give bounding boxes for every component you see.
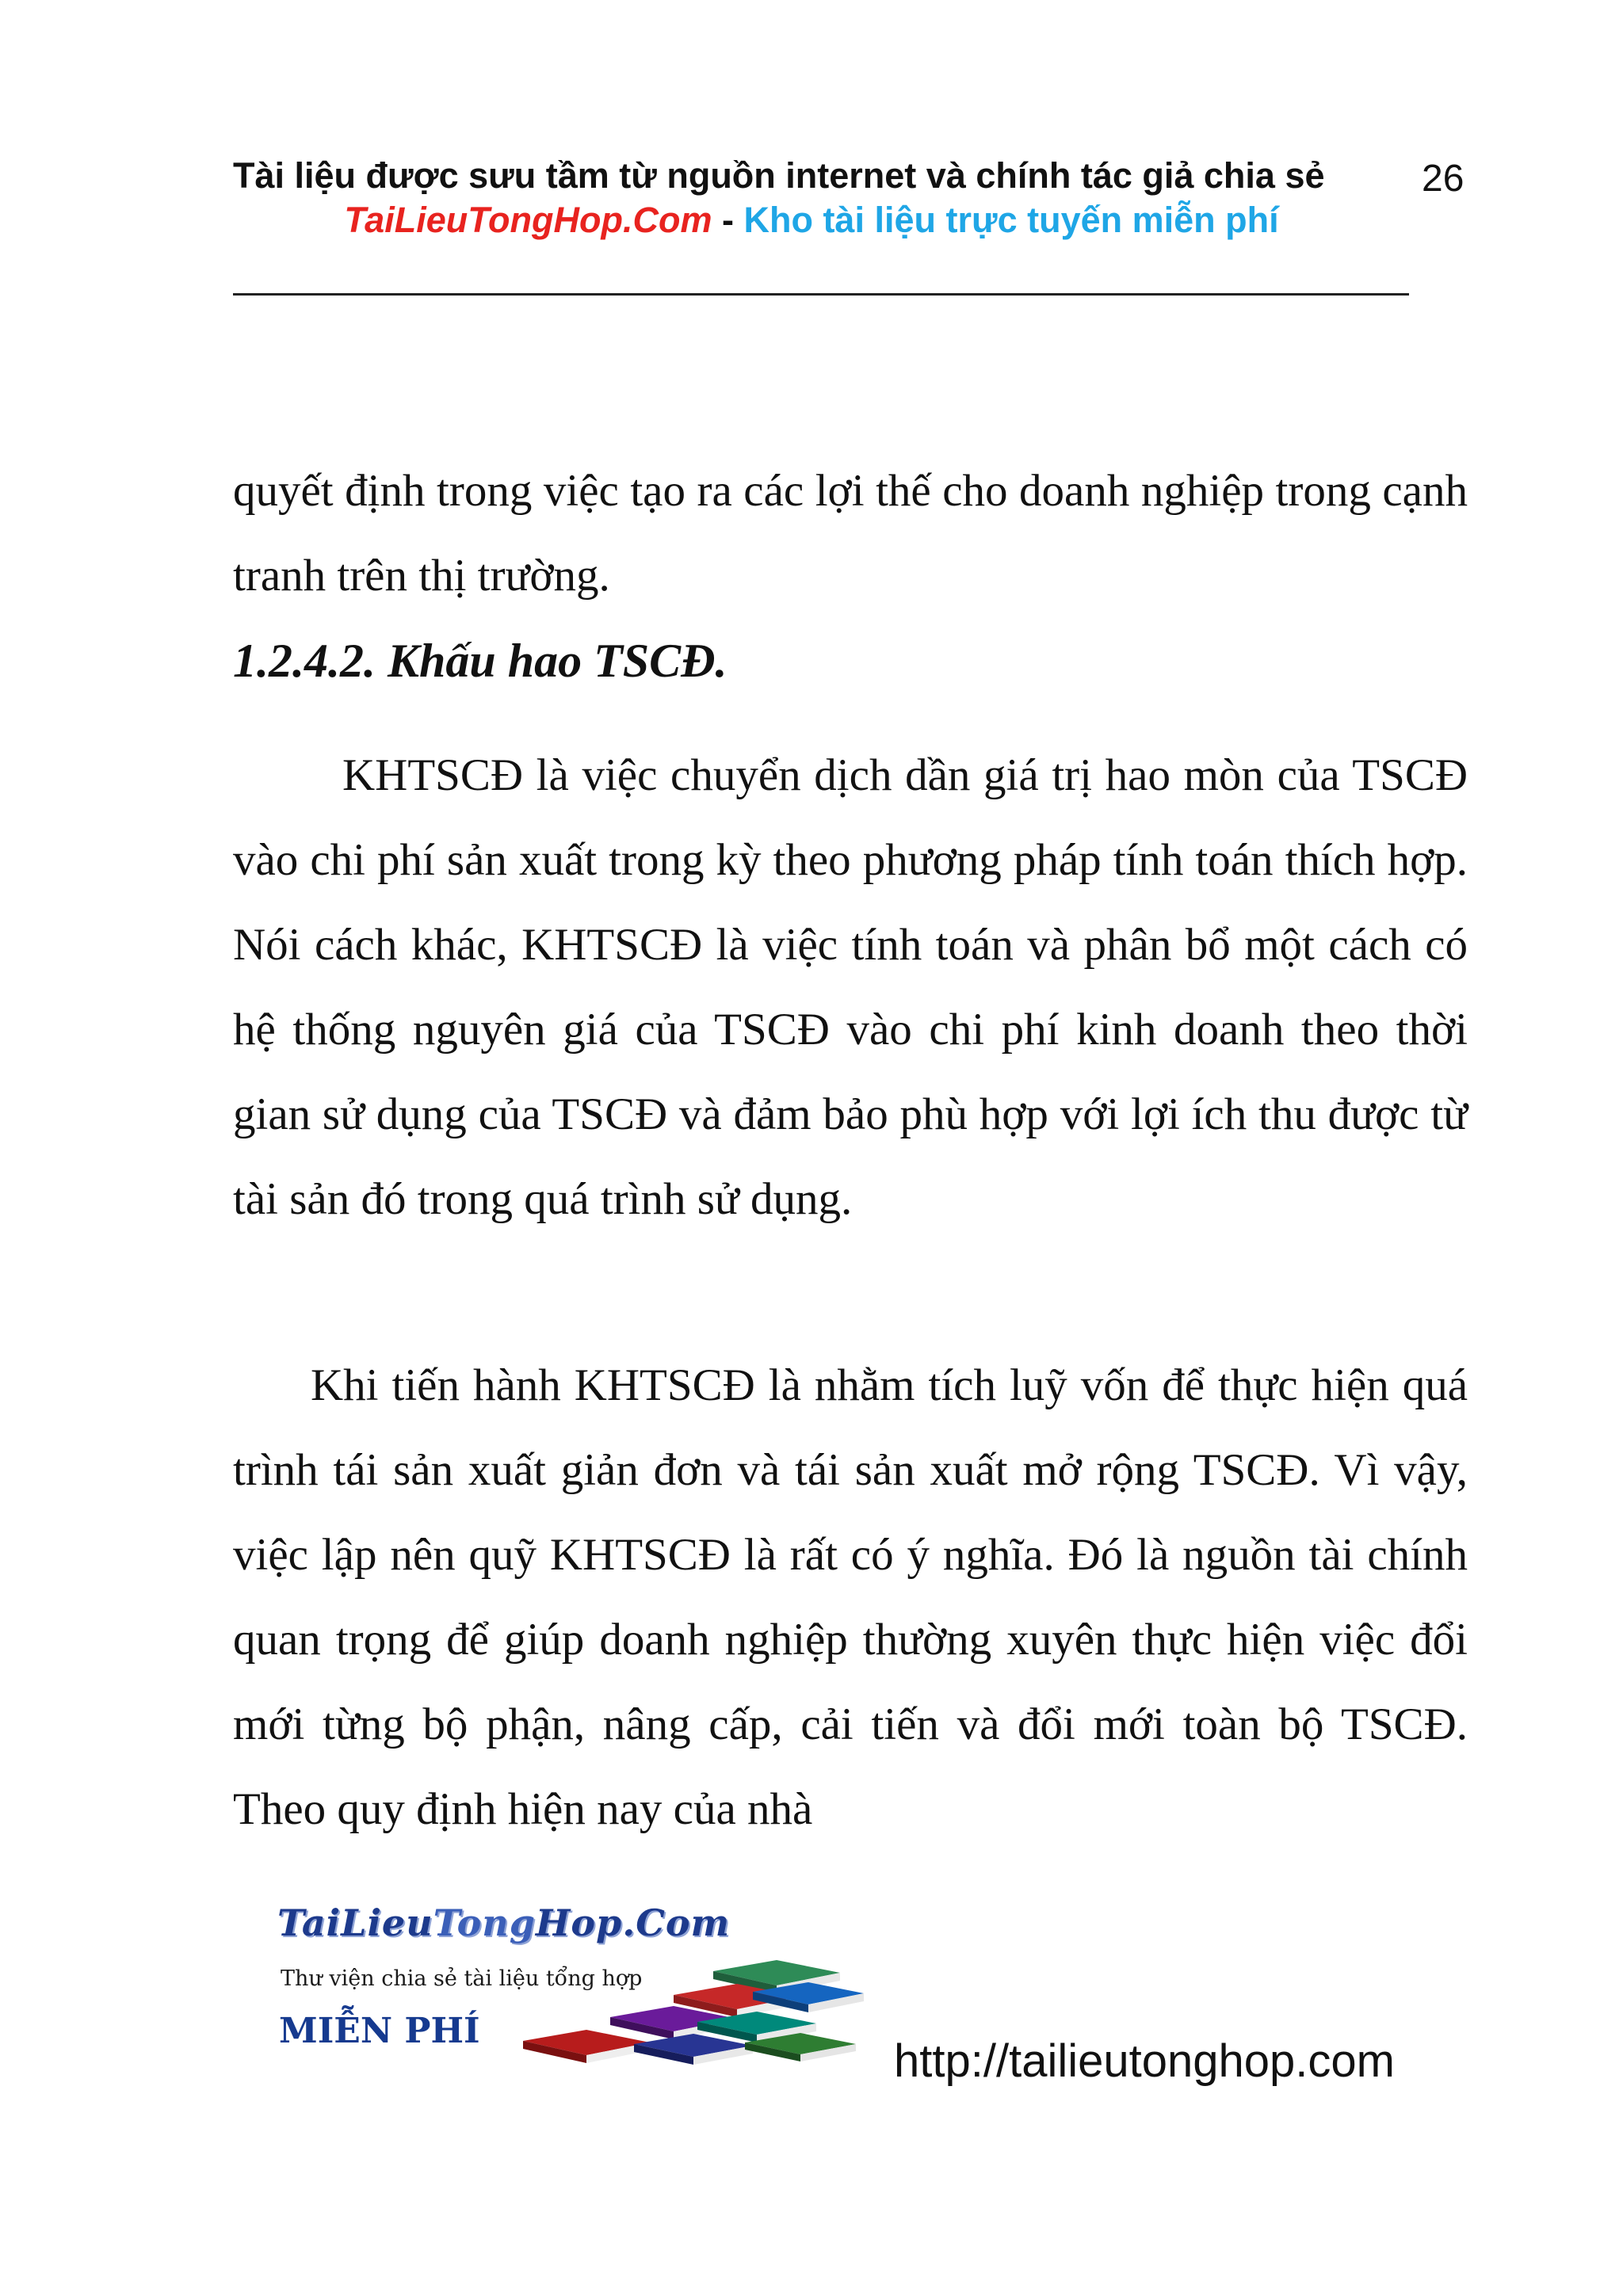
footer-url-link[interactable]: http://tailieutonghop.com [894,2035,1395,2087]
logo-subtitle: Thư viện chia sẻ tài liệu tổng hợp [281,1966,643,1991]
header-site-line [0,200,1623,241]
logo-title-part-1: TaiLieu [277,1901,433,1944]
header-divider [233,293,1409,296]
books-stack-icon [515,1949,880,2068]
paragraph-1: quyết định trong việc tạo ra các lợi thế cho doanh nghiệp trong cạnh tranh trên thị trường. [233,466,1468,601]
header-source-note: Tài liệu được sưu tầm từ nguồn internet và chính tác giả chia sẻ [233,155,1325,196]
logo-free-label: MIỄN PHÍ [279,2011,480,2051]
logo-title [277,1901,730,1944]
paragraph-2: KHTSCĐ là việc chuyển dịch dần giá trị hao mòn của TSCĐ vào chi phí sản xuất trong kỳ theo phương pháp tính toán thích hợp. Nói cách khác, KHTSCĐ là việc tính toán và phân bổ một cách có hệ thống nguyên giá của TSCĐ vào chi phí kinh doanh theo thời gian sử dụng của TSCĐ và đảm bảo phù hợp với lợi ích thu được từ tài sản đó trong quá trình sử dụng. [233,750,1468,1224]
logo-title-part-2: Tong [433,1901,536,1944]
logo-title-part-3: Hop.Com [535,1901,731,1944]
header-site-name: TaiLieuTongHop.Com [344,200,712,240]
header-separator: - [712,200,744,240]
site-logo [277,1901,880,2068]
header-tagline: Kho tài liệu trực tuyến miễn phí [743,200,1279,240]
section-heading: 1.2.4.2. Khấu hao TSCĐ. [233,635,727,687]
page-number: 26 [1422,158,1465,200]
paragraph-3: Khi tiến hành KHTSCĐ là nhằm tích luỹ vốn để thực hiện quá trình tái sản xuất giản đơn và tái sản xuất mở rộng TSCĐ. Vì vậy, việc lập nên quỹ KHTSCĐ là rất có ý nghĩa. Đó là nguồn tài chính quan trọng để giúp doanh nghiệp thường xuyên thực hiện việc đổi mới từng bộ phận, nâng cấp, cải tiến và đổi mới toàn bộ TSCĐ. Theo quy định hiện nay của nhà [233,1360,1468,1834]
